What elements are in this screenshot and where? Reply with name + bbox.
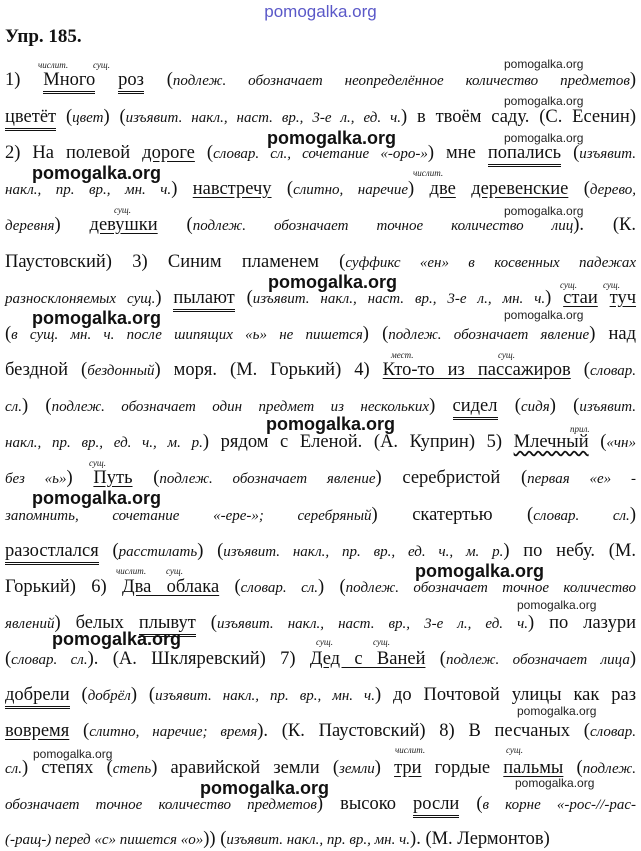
watermark-12: pomogalka.org — [415, 561, 545, 581]
watermark-17: pomogalka.org — [200, 778, 330, 798]
text-line-7: разносклоняемых сущ.) пылают (изъявит. накл., наст. вр., 3-е л., мн. ч.) стаи туч — [5, 289, 636, 308]
text-line-9: бездной (бездонный) моря. (М. Горький) 4) Кто-то из пассажиров (словар. — [5, 360, 636, 380]
sup-sushch-6: сущ. — [89, 458, 106, 468]
text-line-18: добрели (добрёл) (изъявит. накл., пр. вр., мн. ч.) до Почтовой улицы как раз — [5, 686, 636, 705]
text-line-22: (-ращ-) перед «с» пишется «о»)) (изъявит. накл., пр. вр., мн. ч.). (М. Лермонтов) — [5, 829, 550, 849]
watermark-10: pomogalka.org — [266, 414, 396, 434]
sup-chislit-1: числит. — [38, 60, 69, 70]
watermark-1: pomogalka.org — [504, 57, 584, 71]
sup-sushch-3: сущ. — [560, 280, 577, 290]
sup-sushch-5: сущ. — [498, 350, 515, 360]
watermark-14: pomogalka.org — [52, 629, 182, 649]
sup-chislit-4: числит. — [395, 745, 426, 755]
watermark-2: pomogalka.org — [504, 94, 584, 108]
text-line-10: сл.) (подлеж. обозначает один предмет из нескольких) сидел (сидя) (изъявит. — [5, 397, 636, 416]
sup-sushch-2: сущ. — [114, 205, 131, 215]
text-line-14: разостлался (расстилать) (изъявит. накл., пр. вр., ед. ч., м. р.) по небу. (М. — [5, 542, 636, 561]
watermark-15: pomogalka.org — [517, 704, 597, 718]
sup-pril: прил. — [570, 424, 590, 434]
text-line-3: 2) На полевой дороге (словар. сл., сочетание «-оро-») мне попались (изъявит. — [5, 144, 636, 163]
watermark-4: pomogalka.org — [504, 131, 584, 145]
text-line-20: сл.) степях (степь) аравийской земли (земли) три гордые пальмы (подлеж. — [5, 758, 636, 778]
watermark-16: pomogalka.org — [33, 747, 113, 761]
text-line-8: (в сущ. мн. ч. после шипящих «ь» не пишется) (подлеж. обозначает явление) над — [5, 324, 636, 344]
exercise-title: Упр. 185. — [5, 26, 82, 47]
text-line-13: запомнить, сочетание «-ере-»; серебряный) скатертью (словар. сл.) — [5, 505, 636, 525]
watermark-6: pomogalka.org — [504, 204, 584, 218]
text-line-5: деревня) девушки (подлеж. обозначает точное количество лиц). (К. — [5, 215, 636, 235]
watermark-11: pomogalka.org — [32, 488, 162, 508]
sup-sushch-8: сущ. — [316, 637, 333, 647]
watermark-8: pomogalka.org — [32, 308, 162, 328]
text-line-1: 1) Много роз (подлеж. обозначает неопределённое количество предметов) — [5, 71, 636, 90]
text-line-2: цветёт (цвет) (изъявит. накл., наст. вр., 3-е л., ед. ч.) в твоём саду. (С. Есенин) — [5, 108, 636, 127]
text-line-6: Паустовский) 3) Синим пламенем (суффикс «ен» в косвенных падежах — [5, 252, 636, 272]
watermark-5: pomogalka.org — [32, 163, 162, 183]
sup-sushch-7: сущ. — [166, 566, 183, 576]
text-line-11: накл., пр. вр., ед. ч., м. р.) рядом с Еленой. (А. Куприн) 5) Млечный («чн» — [5, 432, 636, 452]
text-line-12: без «ь») Путь (подлеж. обозначает явление) серебристой (первая «е» - — [5, 468, 636, 488]
sup-sushch-4: сущ. — [603, 280, 620, 290]
watermark-9: pomogalka.org — [504, 308, 584, 322]
text-line-15: Горький) 6) Два облака (словар. сл.) (подлеж. обозначает точное количество — [5, 577, 636, 597]
watermark-3: pomogalka.org — [267, 128, 397, 148]
header-watermark: pomogalka.org — [264, 2, 377, 21]
text-line-21: обозначает точное количество предметов) высоко росли (в корне «-рос-//-рас- — [5, 795, 636, 814]
sup-chislit-2: числит. — [413, 168, 444, 178]
sup-sushch-10: сущ. — [506, 745, 523, 755]
sup-chislit-3: числит. — [116, 566, 147, 576]
watermark-7: pomogalka.org — [268, 272, 398, 292]
text-line-17: (словар. сл.). (А. Шкляревский) 7) Дед с Ваней (подлеж. обозначает лица) — [5, 649, 637, 669]
sup-mest: мест. — [391, 350, 414, 360]
text-line-4: накл., пр. вр., мн. ч.) навстречу (слитно, наречие) две деревенские (дерево, — [5, 179, 637, 199]
sup-sushch-9: сущ. — [373, 637, 390, 647]
text-line-16: явлений) белых плывут (изъявит. накл., наст. вр., 3-е л., ед. ч.) по лазури — [5, 614, 636, 633]
watermark-18: pomogalka.org — [515, 776, 595, 790]
sup-sushch-1: сущ. — [93, 60, 110, 70]
watermark-13: pomogalka.org — [517, 598, 597, 612]
text-line-19: вовремя (слитно, наречие; время). (К. Паустовский) 8) В песчаных (словар. — [5, 721, 636, 741]
